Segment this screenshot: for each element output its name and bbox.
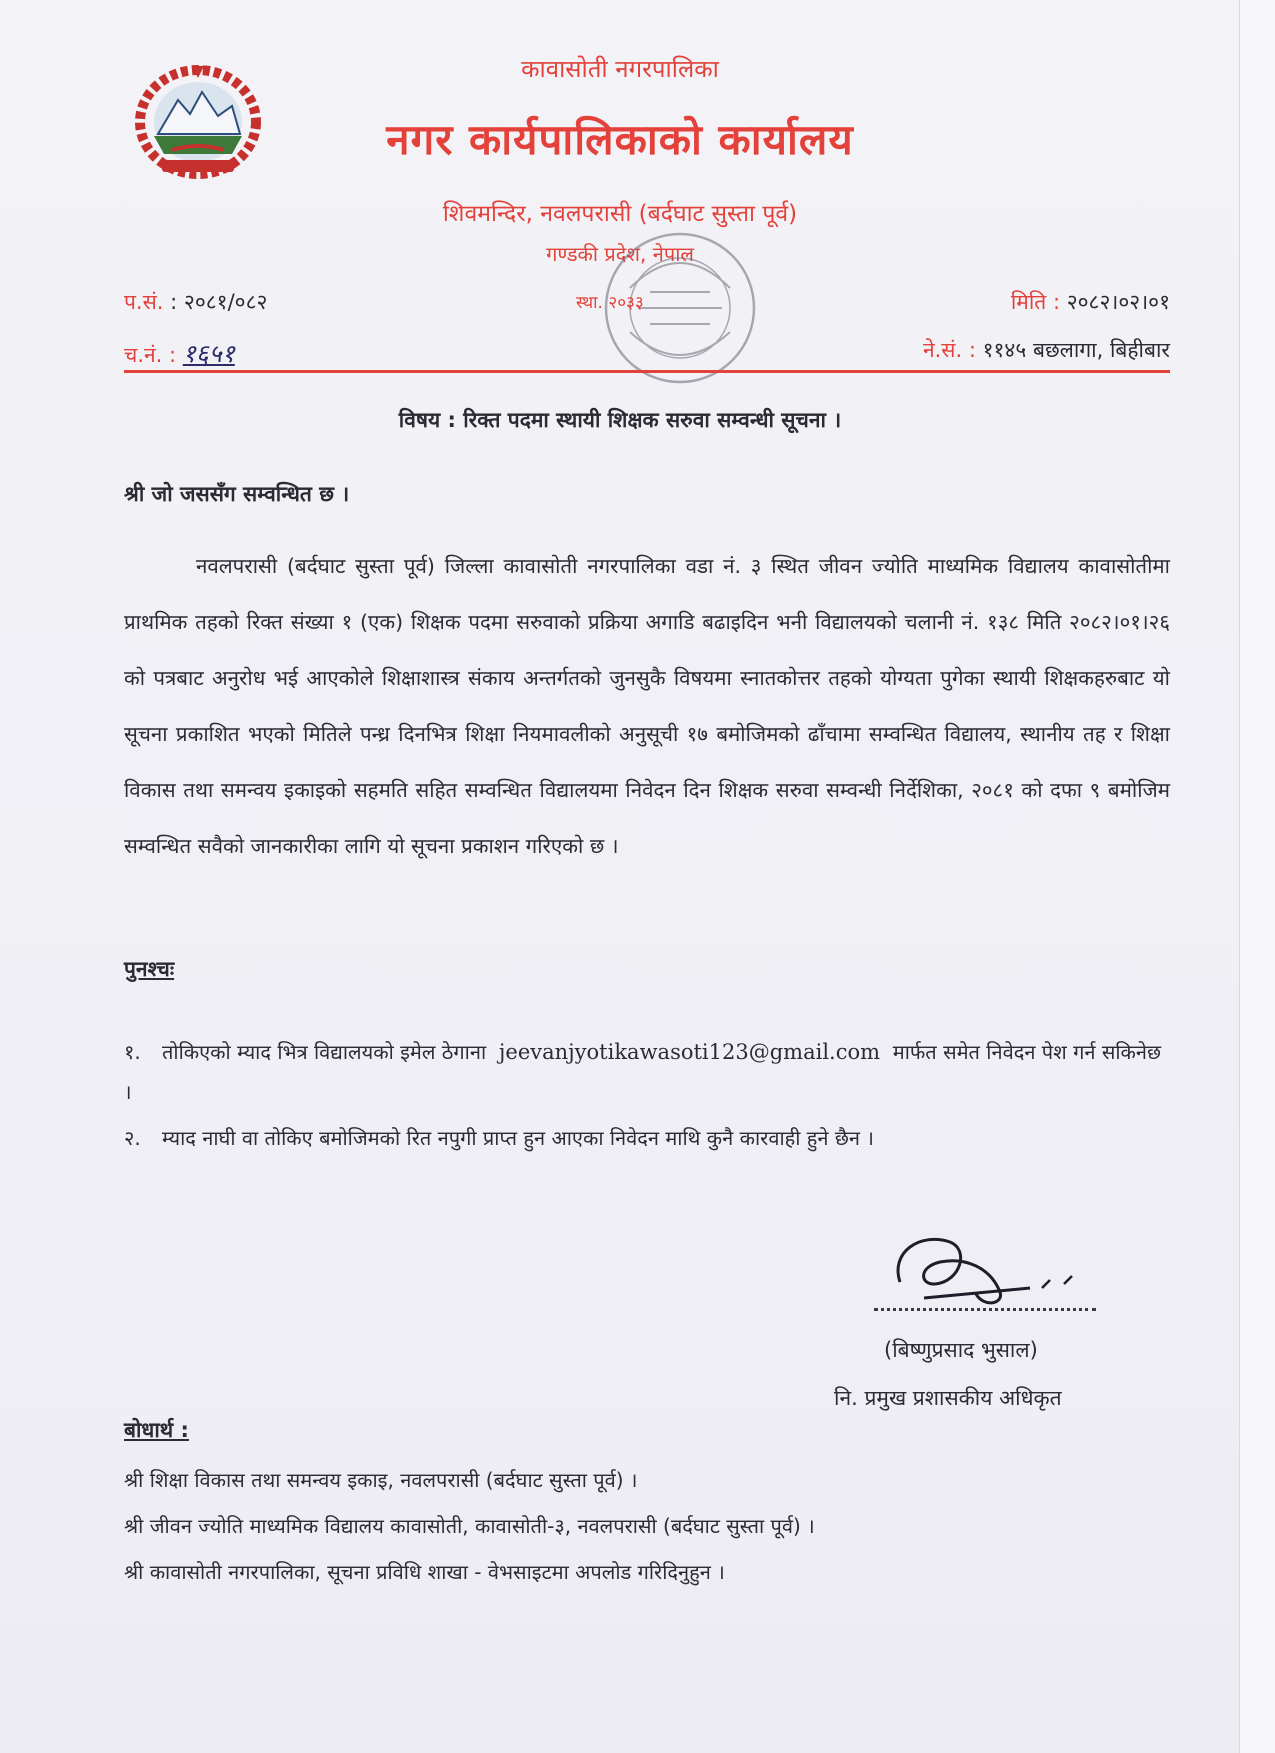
letter-body bbox=[124, 538, 1170, 874]
header-divider bbox=[124, 370, 1170, 373]
dispatch-colon: : bbox=[169, 343, 177, 367]
established-label: स्था. bbox=[576, 293, 603, 313]
body-paragraph: नवलपरासी (बर्दघाट सुस्ता पूर्व) जिल्ला कावासोती नगरपालिका वडा नं. ३ स्थित जीवन ज्योति माध्यमिक विद्यालय कावासोतीमा प्राथमिक तहको रिक्त संख्या १ (एक) शिक्षक पदमा सरुवाको प्रक्रिया अगाडि बढाइदिन भनी विद्यालयको चलानी नं. १३८ मिति २०८२।०१।२६ को पत्रबाट अनुरोध भई आएकोले शिक्षाशास्त्र संकाय अन्तर्गतको जुनसुकै विषयमा स्नातकोत्तर तहको योग्यता पुगेका स्थायी शिक्षकहरुबाट यो सूचना प्रकाशित भएको मितिले पन्ध्र दिनभित्र शिक्षा नियमावलीको अनुसूची १७ बमोजिमको ढाँचामा सम्वन्धित विद्यालय, स्थानीय तह र शिक्षा विकास तथा समन्वय इकाइको सहमति सहित सम्वन्धित विद्यालयमा निवेदन दिन शिक्षक सरुवा सम्वन्धी निर्देशिका, २०८१ को दफा ९ बमोजिम सम्वन्धित सवैको जानकारीका लागि यो सूचना प्रकाशन गरिएको छ । bbox=[124, 554, 1170, 858]
cc-title: बोधार्थ : bbox=[124, 1418, 189, 1442]
postscript-item-number: २. bbox=[124, 1126, 141, 1150]
office-title: नगर कार्यपालिकाको कार्यालय bbox=[386, 115, 854, 164]
cc-item: श्री जीवन ज्योति माध्यमिक विद्यालय कावासोती, कावासोती-३, नवलपरासी (बर्दघाट सुस्ता पूर्व) । bbox=[124, 1514, 815, 1538]
letter-subject: विषय : रिक्त पदमा स्थायी शिक्षक सरुवा सम्वन्धी सूचना । bbox=[398, 408, 842, 432]
salutation: श्री जो जससँग सम्वन्धित छ । bbox=[124, 482, 350, 506]
cc-item: श्री कावासोती नगरपालिका, सूचना प्रविधि शाखा - वेभसाइटमा अपलोड गरिदिनुहुन । bbox=[124, 1560, 725, 1584]
office-address: शिवमन्दिर, नवलपरासी (बर्दघाट सुस्ता पूर्व) bbox=[442, 201, 798, 227]
school-email: jeevanjyotikawasoti123@gmail.com bbox=[498, 1040, 881, 1064]
date-label: मिति : bbox=[1010, 290, 1061, 314]
postscript-item-text: तोकिएको म्याद भित्र विद्यालयको इमेल ठेगाना bbox=[162, 1040, 487, 1064]
date-value: २०८२।०२।०१ bbox=[1066, 290, 1170, 314]
postscript-item-number: १. bbox=[124, 1040, 141, 1064]
reference-value: : २०८१/०८२ bbox=[170, 290, 268, 314]
established-value: २०३३ bbox=[608, 293, 644, 313]
municipality-name: कावासोती नगरपालिका bbox=[521, 55, 719, 83]
postscript-item bbox=[124, 1032, 1170, 1112]
nepal-sambat-date bbox=[923, 336, 1170, 364]
signatory-name: (बिष्णुप्रसाद भुसाल) bbox=[884, 1338, 1038, 1362]
signatory-title: नि. प्रमुख प्रशासकीय अधिकृत bbox=[834, 1386, 1062, 1410]
dispatch-number bbox=[124, 336, 235, 370]
reference-label: प.सं. bbox=[124, 290, 164, 314]
nepal-sambat-value: ११४५ बछलागा, बिहीबार bbox=[982, 338, 1170, 362]
postscript-item-text-end: मार्फत समेत निवेदन पेश गर्न सकिनेछ । bbox=[124, 1040, 1161, 1104]
dispatch-label: च.नं. bbox=[124, 343, 163, 367]
cc-item: श्री शिक्षा विकास तथा समन्वय इकाइ, नवलपरासी (बर्दघाट सुस्ता पूर्व) । bbox=[124, 1468, 638, 1492]
province-line: गण्डकी प्रदेश, नेपाल bbox=[546, 242, 694, 266]
reference-number bbox=[124, 288, 267, 316]
signature-line bbox=[874, 1308, 1096, 1311]
established-year bbox=[576, 290, 644, 313]
dispatch-value-handwritten: १६५१ bbox=[182, 339, 235, 368]
postscript-item-text: म्याद नाघी वा तोकिए बमोजिमको रित नपुगी प्राप्त हुन आएका निवेदन माथि कुनै कारवाही हुने छैन । bbox=[162, 1126, 874, 1150]
postscript-item bbox=[124, 1118, 1170, 1158]
letter-date bbox=[1011, 288, 1170, 316]
scan-margin bbox=[1239, 0, 1275, 1753]
nepal-sambat-label: ने.सं. : bbox=[922, 338, 976, 362]
handwritten-signature bbox=[880, 1222, 1110, 1312]
postscript-title: पुनश्चः bbox=[124, 957, 175, 981]
